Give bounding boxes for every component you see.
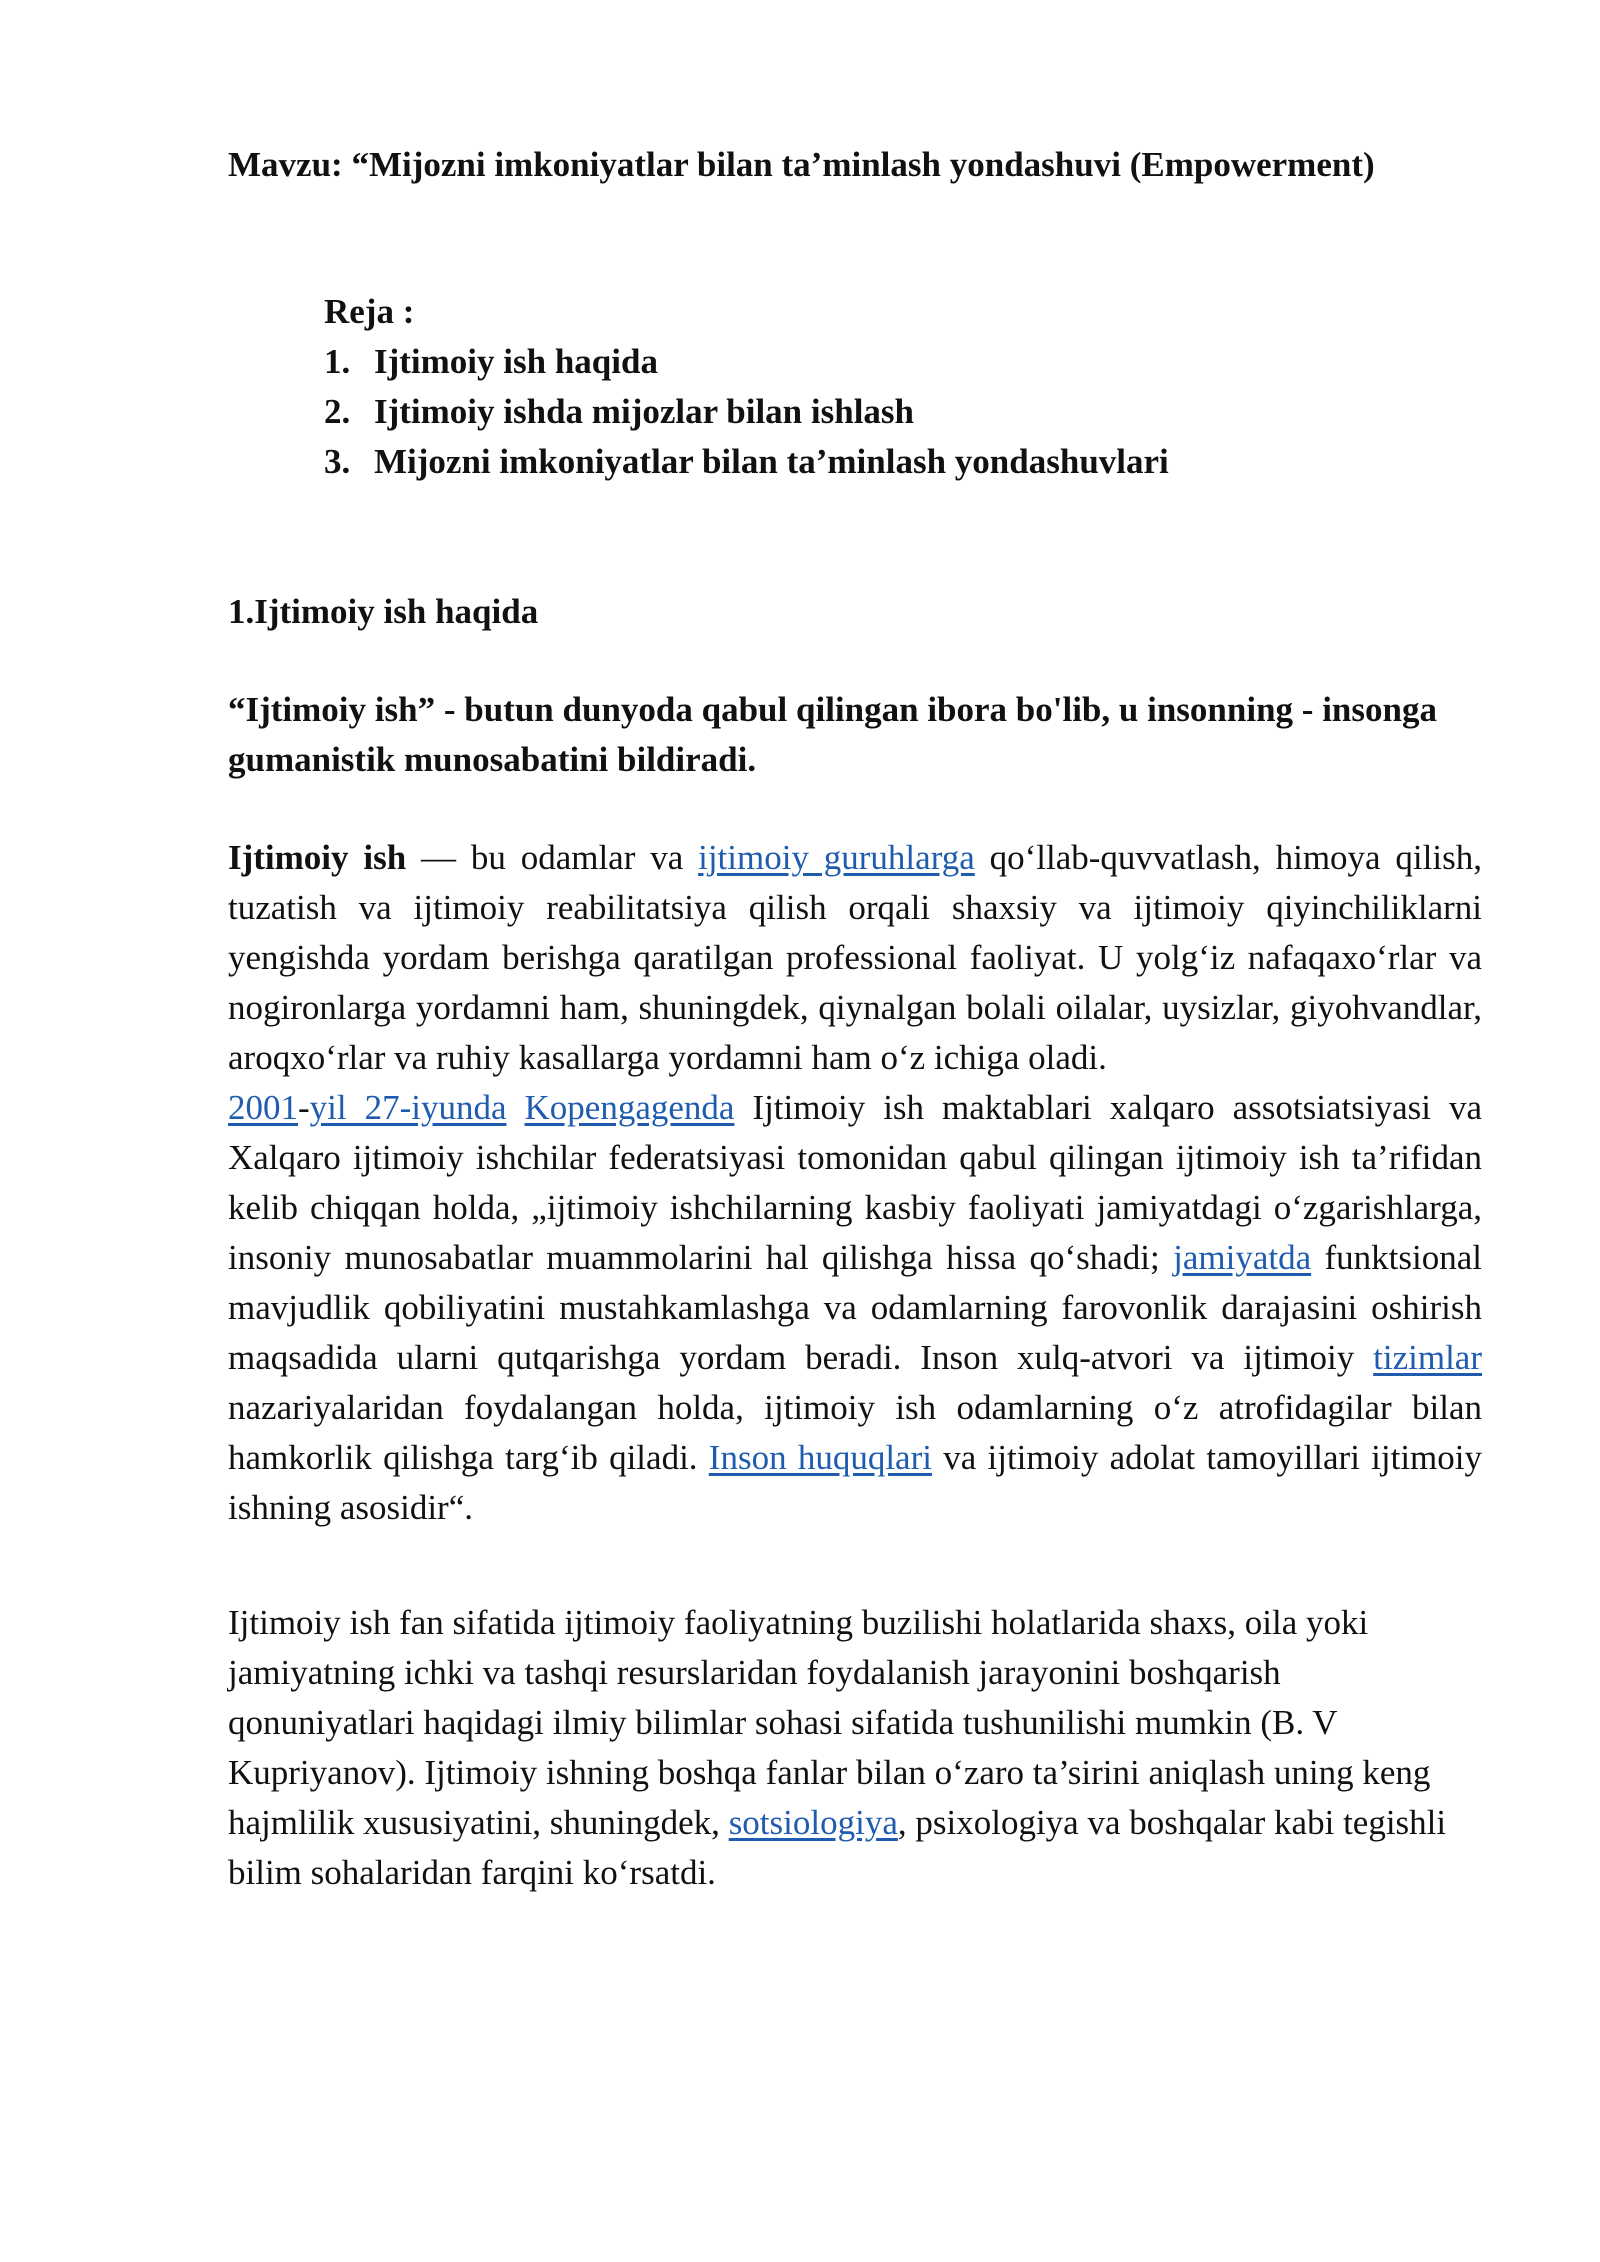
link-year-2001[interactable]: 2001	[228, 1088, 298, 1127]
link-kopengagenda[interactable]: Kopengagenda	[524, 1088, 735, 1127]
plan-item-number: 1.	[324, 342, 351, 381]
plan-list	[324, 337, 1482, 487]
paragraph-text: nazariyalaridan foydalangan holda, ijtimoiy ish odamlarning o‘z atrofidagilar bilan hamkorlik qilishga targ‘ib qiladi.	[228, 1388, 1482, 1477]
plan-item-text: Ijtimoiy ish haqida	[374, 342, 658, 381]
link-tizimlar[interactable]: tizimlar	[1373, 1338, 1482, 1377]
section-heading: 1.Ijtimoiy ish haqida	[228, 592, 539, 631]
plan-item	[324, 337, 1482, 387]
document-title: Mavzu: “Mijozni imkoniyatlar bilan ta’minlash yondashuvi (Empowerment)	[228, 145, 1375, 184]
paragraph-text: -	[298, 1088, 310, 1127]
plan-item-text: Ijtimoiy ishda mijozlar bilan ishlash	[374, 392, 915, 431]
paragraph-text: — bu odamlar va	[406, 838, 699, 877]
link-ijtimoiy-guruhlarga[interactable]: ijtimoiy guruhlarga	[698, 838, 975, 877]
paragraph-text: va ijtimoiy adolat tamoyillari ijtimoiy ishning asosidir“.	[228, 1438, 1483, 1527]
plan-item	[324, 387, 1482, 437]
plan-block	[324, 287, 1482, 487]
paragraph-text: Ijtimoiy ish fan sifatida ijtimoiy faoliyatning buzilishi holatlarida shaxs, oila yoki jamiyatning ichki va tashqi resurslaridan foydalanish jarayonini boshqarish qonuniyatlari haqidagi ilmiy bilimlar sohasi sifatida tushunilishi mumkin (B. V Kupriyanov). Ijtimoiy ishning boshqa fanlar bilan o‘zaro ta’sirini aniqlash uning keng hajmlilik xususiyatini, shuningdek,	[228, 1603, 1431, 1842]
link-inson-huquqlari[interactable]: Inson huquqlari	[708, 1438, 932, 1477]
paragraph-text: funktsional mavjudlik qobiliyatini mustahkamlashga va odamlarning farovonlik darajasini oshirish maqsadida ularni qutqarishga yordam beradi. Inson xulq-atvori va ijtimoiy	[228, 1238, 1482, 1377]
paragraph-text: , psixologiya va boshqalar kabi tegishli bilim sohalaridan farqini ko‘rsatdi.	[228, 1803, 1447, 1892]
plan-heading: Reja :	[324, 292, 415, 331]
definition-term: Ijtimoiy ish	[228, 838, 407, 877]
link-sotsiologiya[interactable]: sotsiologiya	[728, 1803, 898, 1842]
paragraph-text: qo‘llab-quvvatlash, himoya qilish, tuzatish va ijtimoiy reabilitatsiya qilish orqali shaxsiy va ijtimoiy qiyinchiliklarni yengishda yordam berishga qaratilgan professional faoliyat. U yolg‘iz nafaqaxo‘rlar va nogironlarga yordamni ham, shuningdek, qiynalgan bolali oilalar, uysizlar, giyohvandlar, aroqxo‘rlar va ruhiy kasallarga yordamni ham o‘z ichiga oladi.	[228, 838, 1482, 1077]
paragraph-text	[507, 1088, 525, 1127]
paragraph-text: Ijtimoiy ish maktablari xalqaro assotsiatsiyasi va Xalqaro ijtimoiy ishchilar federatsiyasi tomonidan qabul qilingan ijtimoiy ish ta’rifidan kelib chiqqan holda, „ijtimoiy ishchilarning kasbiy faoliyati jamiyatdagi o‘zgarishlarga, insoniy munosabatlar muammolarini hal qilishga hissa qo‘shadi;	[228, 1088, 1482, 1277]
definition-paragraph	[228, 833, 1482, 1083]
link-jamiyatda[interactable]: jamiyatda	[1173, 1238, 1312, 1277]
science-paragraph	[228, 1598, 1458, 1898]
plan-item-text: Mijozni imkoniyatlar bilan ta’minlash yondashuvlari	[374, 442, 1169, 481]
ifsw-definition-paragraph	[228, 1083, 1482, 1533]
plan-item-number: 2.	[324, 392, 351, 431]
document-body	[228, 140, 1482, 1898]
plan-item-number: 3.	[324, 442, 351, 481]
plan-item	[324, 437, 1482, 487]
intro-paragraph: “Ijtimoiy ish” - butun dunyoda qabul qilingan ibora bo'lib, u insonning - insonga gumanistik munosabatini bildiradi.	[228, 690, 1437, 779]
link-date[interactable]: yil 27-iyunda	[309, 1088, 507, 1127]
